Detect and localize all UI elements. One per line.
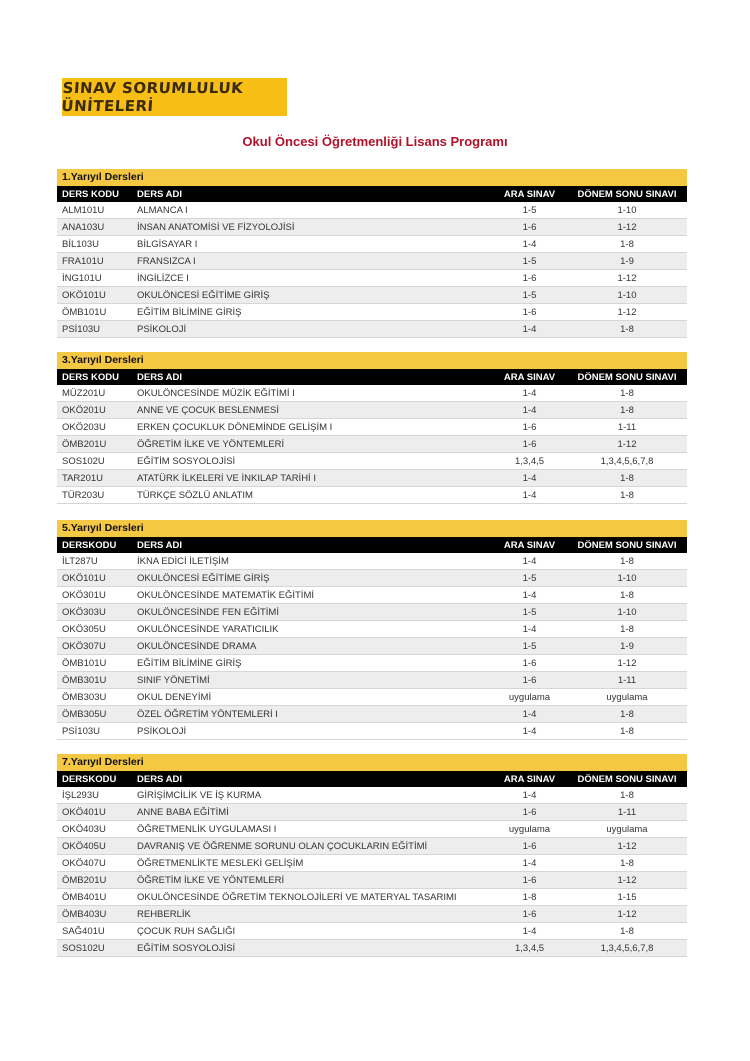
course-name: GİRİŞİMCİLİK VE İŞ KURMA (132, 787, 492, 804)
header-name: DERS ADI (132, 186, 492, 202)
table-row (57, 638, 687, 655)
midterm-units: 1-4 (492, 621, 567, 638)
table-row (57, 470, 687, 487)
final-units: 1-9 (567, 253, 687, 270)
section-sem3 (57, 352, 687, 504)
course-code: ÖMB101U (57, 304, 132, 321)
midterm-units: 1-6 (492, 906, 567, 923)
header-code: DERSKODU (57, 537, 132, 553)
final-units: 1-12 (567, 304, 687, 321)
course-name: ÖĞRETİM İLKE VE YÖNTEMLERİ (132, 872, 492, 889)
course-code: ÖMB201U (57, 436, 132, 453)
midterm-units: 1-6 (492, 219, 567, 236)
table-row (57, 821, 687, 838)
final-units: uygulama (567, 821, 687, 838)
course-name: EĞİTİM SOSYOLOJİSİ (132, 453, 492, 470)
course-table (57, 537, 687, 740)
course-code: OKÖ405U (57, 838, 132, 855)
table-row (57, 236, 687, 253)
table-row (57, 804, 687, 821)
course-name: FRANSIZCA I (132, 253, 492, 270)
table-row (57, 487, 687, 504)
course-code: OKÖ301U (57, 587, 132, 604)
table-row (57, 553, 687, 570)
table-row (57, 906, 687, 923)
course-code: SOS102U (57, 453, 132, 470)
table-row (57, 287, 687, 304)
table-row (57, 672, 687, 689)
header-final: DÖNEM SONU SINAVI (567, 537, 687, 553)
midterm-units: 1-6 (492, 672, 567, 689)
final-units: 1-12 (567, 906, 687, 923)
final-units: 1-8 (567, 723, 687, 740)
course-code: ÖMB305U (57, 706, 132, 723)
course-name: SINIF YÖNETİMİ (132, 672, 492, 689)
header-code: DERS KODU (57, 186, 132, 202)
midterm-units: 1-6 (492, 304, 567, 321)
midterm-units: 1-4 (492, 321, 567, 338)
header-code: DERSKODU (57, 771, 132, 787)
course-name: REHBERLİK (132, 906, 492, 923)
course-code: ÖMB403U (57, 906, 132, 923)
course-code: ÖMB401U (57, 889, 132, 906)
midterm-units: 1,3,4,5 (492, 453, 567, 470)
course-name: ÖĞRETMENLİK UYGULAMASI I (132, 821, 492, 838)
midterm-units: 1-5 (492, 638, 567, 655)
table-row (57, 402, 687, 419)
course-code: OKÖ403U (57, 821, 132, 838)
header-midterm: ARA SINAV (492, 537, 567, 553)
course-name: İNSAN ANATOMİSİ VE FİZYOLOJİSİ (132, 219, 492, 236)
midterm-units: 1-5 (492, 253, 567, 270)
section-sem7 (57, 754, 687, 957)
final-units: 1-15 (567, 889, 687, 906)
midterm-units: 1-5 (492, 287, 567, 304)
midterm-units: uygulama (492, 689, 567, 706)
table-row (57, 787, 687, 804)
midterm-units: 1-4 (492, 236, 567, 253)
final-units: 1-12 (567, 219, 687, 236)
midterm-units: 1-4 (492, 487, 567, 504)
course-code: ÖMB101U (57, 655, 132, 672)
final-units: 1-12 (567, 655, 687, 672)
course-name: OKULÖNCESİNDE YARATICILIK (132, 621, 492, 638)
course-code: OKÖ407U (57, 855, 132, 872)
course-name: ÇOCUK RUH SAĞLIĞI (132, 923, 492, 940)
table-header-row (57, 537, 687, 553)
section-sem1 (57, 169, 687, 338)
course-name: ERKEN ÇOCUKLUK DÖNEMİNDE GELİŞİM I (132, 419, 492, 436)
final-units: 1-11 (567, 804, 687, 821)
midterm-units: 1-4 (492, 706, 567, 723)
course-name: ÖĞRETMENLİKTE MESLEKİ GELİŞİM (132, 855, 492, 872)
midterm-units: 1-4 (492, 402, 567, 419)
final-units: 1-8 (567, 470, 687, 487)
course-code: PSİ103U (57, 321, 132, 338)
course-code: İŞL293U (57, 787, 132, 804)
midterm-units: 1-5 (492, 202, 567, 219)
header-midterm: ARA SINAV (492, 369, 567, 385)
final-units: 1-8 (567, 587, 687, 604)
course-name: ANNE VE ÇOCUK BESLENMESİ (132, 402, 492, 419)
course-code: PSİ103U (57, 723, 132, 740)
table-row (57, 253, 687, 270)
midterm-units: uygulama (492, 821, 567, 838)
course-name: OKULÖNCESİNDE MATEMATİK EĞİTİMİ (132, 587, 492, 604)
midterm-units: 1-6 (492, 419, 567, 436)
midterm-units: 1-6 (492, 838, 567, 855)
course-code: FRA101U (57, 253, 132, 270)
course-code: OKÖ303U (57, 604, 132, 621)
course-name: ATATÜRK İLKELERİ VE İNKILAP TARİHİ I (132, 470, 492, 487)
course-name: OKULÖNCESİ EĞİTİME GİRİŞ (132, 287, 492, 304)
table-row (57, 202, 687, 219)
program-title: Okul Öncesi Öğretmenliği Lisans Programı (242, 134, 508, 149)
midterm-units: 1-5 (492, 604, 567, 621)
midterm-units: 1-4 (492, 385, 567, 402)
course-name: OKULÖNCESİNDE MÜZİK EĞİTİMİ I (132, 385, 492, 402)
course-name: ÖĞRETİM İLKE VE YÖNTEMLERİ (132, 436, 492, 453)
final-units: 1,3,4,5,6,7,8 (567, 453, 687, 470)
course-code: OKÖ101U (57, 570, 132, 587)
final-units: 1-11 (567, 419, 687, 436)
final-units: 1-10 (567, 202, 687, 219)
course-name: DAVRANIŞ VE ÖĞRENME SORUNU OLAN ÇOCUKLARIN EĞİTİMİ (132, 838, 492, 855)
table-row (57, 706, 687, 723)
header-code: DERS KODU (57, 369, 132, 385)
table-row (57, 385, 687, 402)
final-units: 1-8 (567, 787, 687, 804)
midterm-units: 1-4 (492, 587, 567, 604)
course-name: EĞİTİM BİLİMİNE GİRİŞ (132, 655, 492, 672)
course-code: SOS102U (57, 940, 132, 957)
midterm-units: 1,3,4,5 (492, 940, 567, 957)
course-name: İKNA EDİCİ İLETİŞİM (132, 553, 492, 570)
course-name: OKUL DENEYİMİ (132, 689, 492, 706)
course-table (57, 369, 687, 504)
table-row (57, 855, 687, 872)
final-units: 1-8 (567, 706, 687, 723)
table-row (57, 940, 687, 957)
header-midterm: ARA SINAV (492, 771, 567, 787)
final-units: 1-10 (567, 604, 687, 621)
table-header-row (57, 369, 687, 385)
course-name: PSİKOLOJİ (132, 321, 492, 338)
table-row (57, 923, 687, 940)
table-row (57, 304, 687, 321)
table-row (57, 723, 687, 740)
course-code: OKÖ401U (57, 804, 132, 821)
final-units: 1-12 (567, 838, 687, 855)
course-name: OKULÖNCESİNDE FEN EĞİTİMİ (132, 604, 492, 621)
table-row (57, 219, 687, 236)
title-banner (62, 78, 287, 116)
course-code: OKÖ305U (57, 621, 132, 638)
table-row (57, 570, 687, 587)
course-code: OKÖ203U (57, 419, 132, 436)
section-title: 7.Yarıyıl Dersleri (57, 754, 687, 771)
midterm-units: 1-8 (492, 889, 567, 906)
table-row (57, 419, 687, 436)
final-units: 1-8 (567, 402, 687, 419)
section-title: 1.Yarıyıl Dersleri (57, 169, 687, 186)
course-code: TÜR203U (57, 487, 132, 504)
section-title: 5.Yarıyıl Dersleri (57, 520, 687, 537)
final-units: 1-8 (567, 553, 687, 570)
course-table (57, 771, 687, 957)
course-code: ÖMB301U (57, 672, 132, 689)
banner-title: SINAV SORUMLULUK ÜNİTELERİ (60, 79, 244, 115)
course-name: BİLGİSAYAR I (132, 236, 492, 253)
course-code: MÜZ201U (57, 385, 132, 402)
final-units: 1-8 (567, 236, 687, 253)
midterm-units: 1-4 (492, 855, 567, 872)
final-units: 1-8 (567, 621, 687, 638)
final-units: 1-12 (567, 872, 687, 889)
course-code: ALM101U (57, 202, 132, 219)
course-code: ÖMB303U (57, 689, 132, 706)
header-name: DERS ADI (132, 771, 492, 787)
course-table (57, 186, 687, 338)
final-units: 1-10 (567, 287, 687, 304)
course-name: EĞİTİM SOSYOLOJİSİ (132, 940, 492, 957)
course-code: BİL103U (57, 236, 132, 253)
course-name: ANNE BABA EĞİTİMİ (132, 804, 492, 821)
header-name: DERS ADI (132, 537, 492, 553)
final-units: 1-8 (567, 487, 687, 504)
course-name: EĞİTİM BİLİMİNE GİRİŞ (132, 304, 492, 321)
header-midterm: ARA SINAV (492, 186, 567, 202)
midterm-units: 1-6 (492, 655, 567, 672)
midterm-units: 1-4 (492, 923, 567, 940)
table-row (57, 587, 687, 604)
course-code: ÖMB201U (57, 872, 132, 889)
table-row (57, 889, 687, 906)
course-code: OKÖ101U (57, 287, 132, 304)
course-code: TAR201U (57, 470, 132, 487)
final-units: 1-12 (567, 270, 687, 287)
section-sem5 (57, 520, 687, 740)
midterm-units: 1-4 (492, 470, 567, 487)
table-row (57, 621, 687, 638)
midterm-units: 1-4 (492, 723, 567, 740)
course-name: OKULÖNCESİ EĞİTİME GİRİŞ (132, 570, 492, 587)
final-units: 1-8 (567, 385, 687, 402)
midterm-units: 1-5 (492, 570, 567, 587)
header-final: DÖNEM SONU SINAVI (567, 369, 687, 385)
table-row (57, 838, 687, 855)
table-row (57, 270, 687, 287)
course-code: SAĞ401U (57, 923, 132, 940)
final-units: 1-8 (567, 855, 687, 872)
course-code: İNG101U (57, 270, 132, 287)
table-row (57, 689, 687, 706)
midterm-units: 1-4 (492, 553, 567, 570)
table-row (57, 872, 687, 889)
course-name: İNGİLİZCE I (132, 270, 492, 287)
course-code: OKÖ201U (57, 402, 132, 419)
final-units: 1-11 (567, 672, 687, 689)
course-name: TÜRKÇE SÖZLÜ ANLATIM (132, 487, 492, 504)
table-row (57, 655, 687, 672)
midterm-units: 1-6 (492, 872, 567, 889)
table-row (57, 604, 687, 621)
course-code: OKÖ307U (57, 638, 132, 655)
header-final: DÖNEM SONU SINAVI (567, 186, 687, 202)
final-units: 1,3,4,5,6,7,8 (567, 940, 687, 957)
midterm-units: 1-4 (492, 787, 567, 804)
header-name: DERS ADI (132, 369, 492, 385)
section-title: 3.Yarıyıl Dersleri (57, 352, 687, 369)
midterm-units: 1-6 (492, 270, 567, 287)
final-units: 1-9 (567, 638, 687, 655)
course-name: ÖZEL ÖĞRETİM YÖNTEMLERİ I (132, 706, 492, 723)
course-name: PSİKOLOJİ (132, 723, 492, 740)
course-name: ALMANCA I (132, 202, 492, 219)
midterm-units: 1-6 (492, 436, 567, 453)
table-header-row (57, 771, 687, 787)
final-units: 1-12 (567, 436, 687, 453)
table-row (57, 321, 687, 338)
header-final: DÖNEM SONU SINAVI (567, 771, 687, 787)
course-code: İLT287U (57, 553, 132, 570)
final-units: 1-8 (567, 321, 687, 338)
table-row (57, 436, 687, 453)
final-units: uygulama (567, 689, 687, 706)
table-header-row (57, 186, 687, 202)
table-row (57, 453, 687, 470)
course-code: ANA103U (57, 219, 132, 236)
course-name: OKULÖNCESİNDE ÖĞRETİM TEKNOLOJİLERİ VE MATERYAL TASARIMI (132, 889, 492, 906)
final-units: 1-8 (567, 923, 687, 940)
midterm-units: 1-6 (492, 804, 567, 821)
final-units: 1-10 (567, 570, 687, 587)
course-name: OKULÖNCESİNDE DRAMA (132, 638, 492, 655)
